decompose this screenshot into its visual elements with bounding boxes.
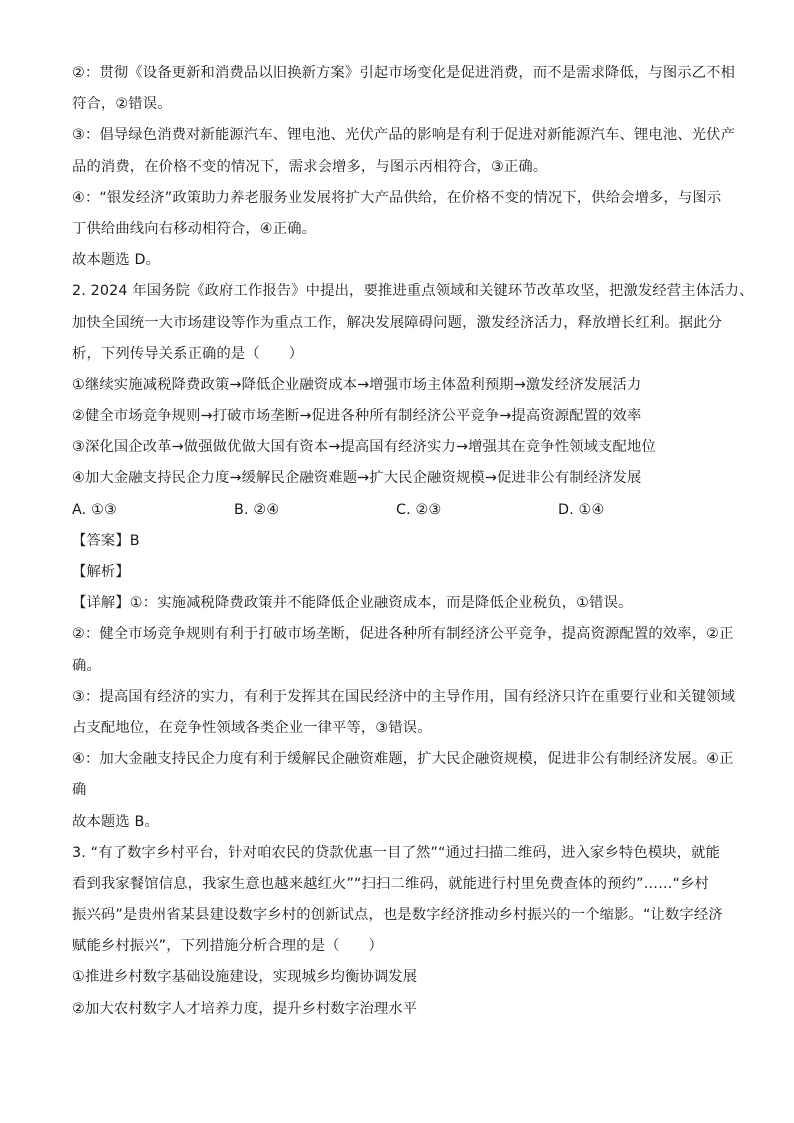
answer-options [72,495,728,526]
question-stem-line: 振兴码”是贵州省某县建设数字乡村的创新试点，也是数字经济推动乡村振兴的一个缩影。“让数字经济 [72,907,723,924]
question-stem-line: 看到我家餐馆信息，我家生意也越来越红火”“扫扫二维码，就能进行村里免费查体的预约”……“乡村 [72,875,709,892]
conclusion-line: 故本题选 D。 [72,252,161,269]
statement-item: ②健全市场竞争规则→打破市场垄断→促进各种所有制经济公平竞争→提高资源配置的效率 [72,408,642,425]
text-line: ④：“银发经济”政策助力养老服务业发展将扩大产品供给，在价格不变的情况下，供给会增多，与图示 [72,189,722,206]
analysis-label: 【解析】 [72,564,130,580]
answer-label: 【答案】B [72,532,140,549]
detail-line: 确。 [72,657,101,674]
text-line: 丁供给曲线向右移动相符合，④正确。 [72,220,317,237]
question-stem-line: 2. 2024 年国务院《政府工作报告》中提出，要推进重点领域和关键环节改革攻坚，把激发经营主体活力、 [72,283,754,300]
question-stem-line: 赋能乡村振兴”，下列措施分析合理的是（ ） [72,938,383,955]
text-line: ②：贯彻《设备更新和消费品以旧换新方案》引起市场变化是促进消费，而不是需求降低，与图示乙不相 [72,65,736,81]
text-line: 品的消费，在价格不变的情况下，需求会增多，与图示丙相符合，③正确。 [72,158,548,175]
statement-item: ③深化国企改革→做强做优做大国有资本→提高国有经济实力→增强其在竞争性领域支配地位 [72,439,656,456]
statement-item: ④加大金融支持民企力度→缓解民企融资难题→扩大民企融资规模→促进非公有制经济发展 [72,470,642,487]
detail-line: ③：提高国有经济的实力，有利于发挥其在国民经济中的主导作用，国有经济只许在重要行业和关键领域 [72,688,736,705]
detail-line: ④：加大金融支持民企力度有利于缓解民企融资难题，扩大民企融资规模，促进非公有制经济发展。④正 [72,751,734,768]
text-line: 符合，②错误。 [72,96,172,113]
document-page [72,58,754,1025]
statement-item: ②加大农村数字人才培养力度，提升乡村数字治理水平 [72,1000,418,1017]
question-stem-line: 3. “有了数字乡村平台，针对咱农民的贷款优惠一目了然”“通过扫描二维码，进入家乡特色模块，就能 [72,844,721,861]
option-c: C. ②③ [396,501,442,518]
statement-item: ①推进乡村数字基础设施建设，实现城乡均衡协调发展 [72,969,418,986]
option-d: D. ①④ [558,501,605,518]
conclusion-line: 故本题选 B。 [72,813,159,830]
option-a: A. ①③ [72,501,118,518]
detail-line: 占支配地位，在竞争性领域各类企业一律平等，③错误。 [72,719,432,736]
q1-analysis-tail [72,58,736,276]
question-stem-line: 析，下列传导关系正确的是（ ） [72,345,304,362]
statement-item: ①继续实施减税降费政策→降低企业融资成本→增强市场主体盈利预期→激发经济发展活力 [72,376,642,393]
detail-line: ②：健全市场竞争规则有利于打破市场垄断，促进各种所有制经济公平竞争，提高资源配置的效率，②正 [72,626,734,643]
detail-line: 确 [72,782,87,799]
question-stem-line: 加快全国统一大市场建设等作为重点工作，解决发展障碍问题，激发经济活力，释放增长红利。据此分 [72,314,723,331]
option-b: B. ②④ [234,501,280,518]
question-2 [72,276,754,837]
text-line: ③：倡导绿色消费对新能源汽车、锂电池、光伏产品的影响是有利于促进对新能源汽车、锂电池、光伏产 [72,127,736,144]
detail-line: 【详解】①：实施减税降费政策并不能降低企业融资成本，而是降低企业税负，①错误。 [72,595,633,612]
question-3 [72,838,728,1025]
